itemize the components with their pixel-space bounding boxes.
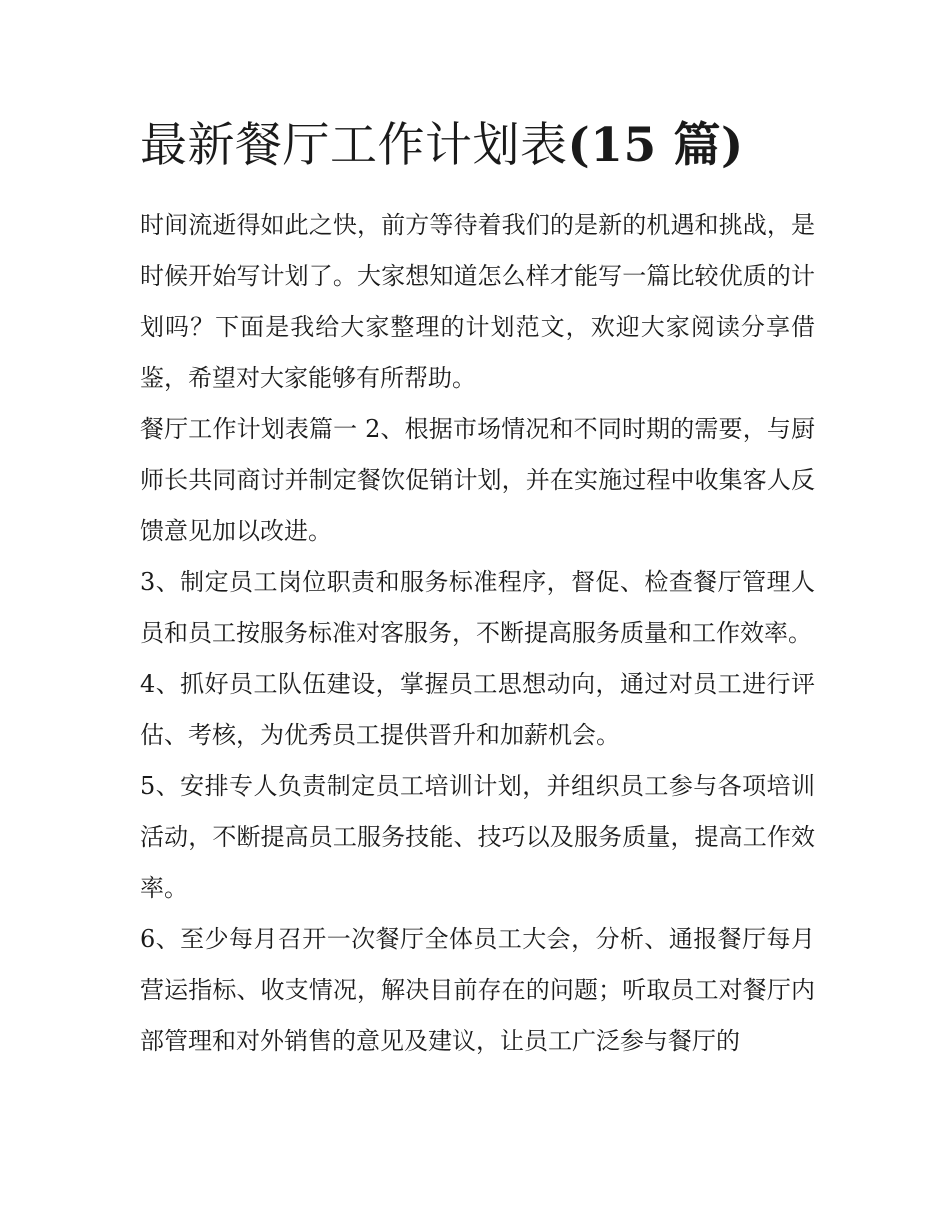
document-title — [140, 112, 815, 180]
title-main: 最新餐厅工作计划表 — [140, 118, 568, 173]
title-suffix: (15 篇) — [567, 118, 744, 173]
paragraph-item-4: 4、抓好员工队伍建设，掌握员工思想动向，通过对员工进行评估、考核，为优秀员工提供晋升和加薪机会。 — [140, 670, 815, 749]
paragraph-intro: 时间流逝得如此之快，前方等待着我们的是新的机遇和挑战，是时候开始写计划了。大家想知道怎么样才能写一篇比较优质的计划吗？下面是我给大家整理的计划范文，欢迎大家阅读分享借鉴，希望对大家能够有所帮助。 — [140, 211, 815, 392]
paragraph-item-2: 餐厅工作计划表篇一 2、根据市场情况和不同时期的需要，与厨师长共同商讨并制定餐饮促销计划，并在实施过程中收集客人反馈意见加以改进。 — [140, 415, 815, 545]
paragraph-item-5: 5、安排专人负责制定员工培训计划，并组织员工参与各项培训活动，不断提高员工服务技能、技巧以及服务质量，提高工作效率。 — [140, 772, 815, 902]
document-page — [140, 112, 815, 1067]
paragraph-item-3: 3、制定员工岗位职责和服务标准程序，督促、检查餐厅管理人员和员工按服务标准对客服务，不断提高服务质量和工作效率。 — [140, 568, 815, 647]
paragraph-item-6: 6、至少每月召开一次餐厅全体员工大会，分析、通报餐厅每月营运指标、收支情况，解决目前存在的问题；听取员工对餐厅内部管理和对外销售的意见及建议，让员工广泛参与餐厅的 — [140, 925, 815, 1055]
